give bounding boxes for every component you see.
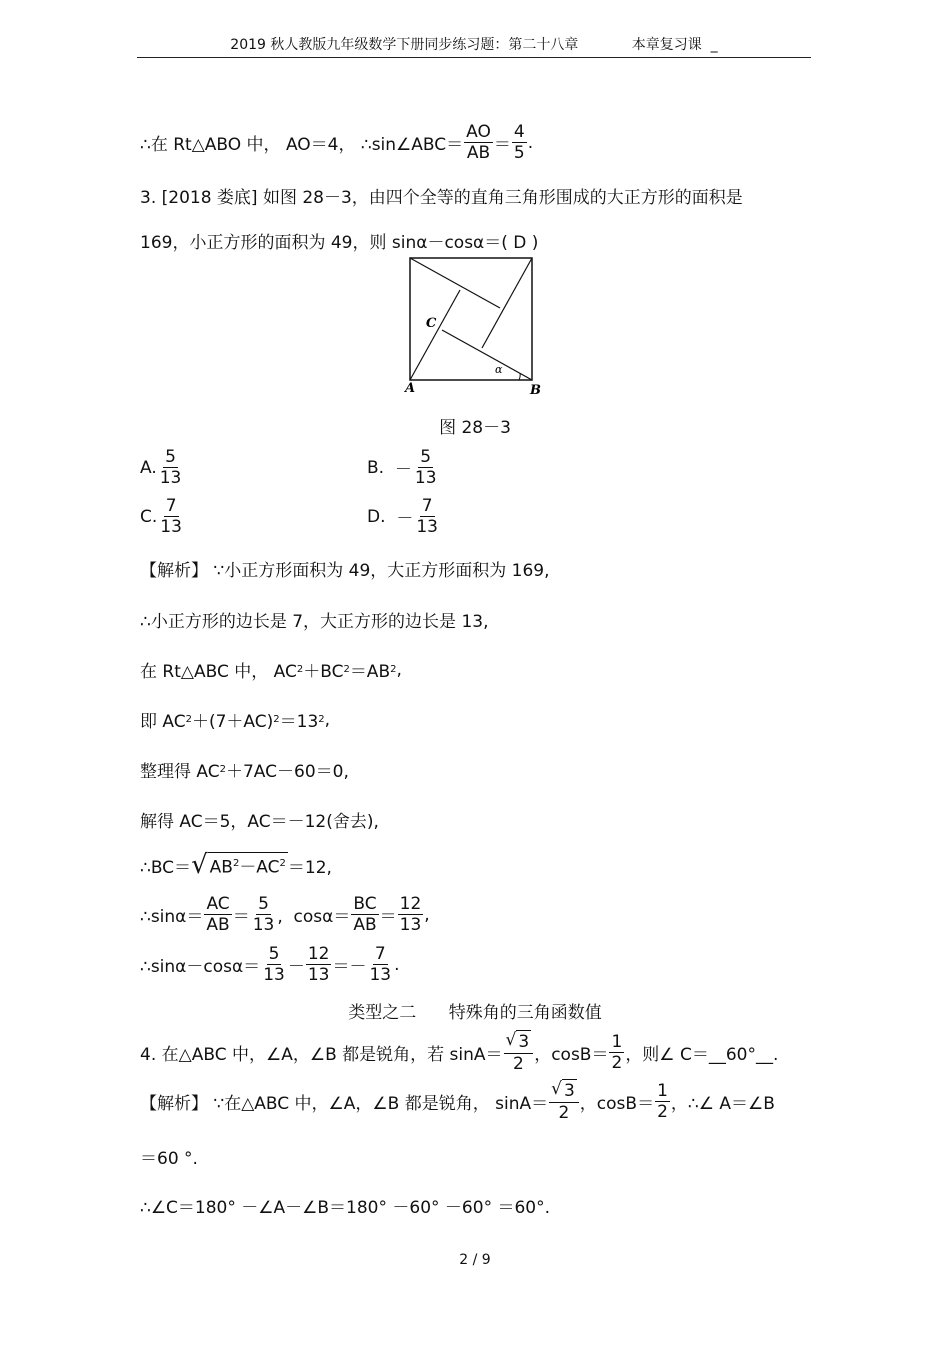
solution-3-line-1: 【解析】 ∵小正方形面积为 49，大正方形面积为 169, <box>140 561 550 581</box>
label-b: B <box>530 383 541 395</box>
solution-3-line-2: ∴小正方形的边长是 7，大正方形的边长是 13, <box>140 612 489 632</box>
solution-3-line-9: ∴sinα－cosα＝ $\frac{5}{13}$ － $\frac{12}{13}$ ＝－ $\frac{7}{13}$ . <box>140 944 400 985</box>
question-3-line-1: 3. [2018 娄底] 如图 28－3，由四个全等的直角三角形围成的大正方形的面积是 <box>140 188 743 208</box>
section-heading: 类型之二 特殊角的三角函数值 <box>348 1003 602 1023</box>
option-d: D. － $\frac{7}{13}$ <box>367 496 438 537</box>
label-c: C <box>426 316 437 331</box>
label-a: A <box>405 381 416 395</box>
solution-3-line-7: ∴BC＝ √ $AB^2-AC^2$ ＝12, <box>140 850 332 880</box>
square-root: √ $AB^2-AC^2$ <box>191 850 286 880</box>
solution-3-line-8: ∴sinα＝ $\frac{AC}{AB}$ ＝ $\frac{5}{13}$ , cosα＝ $\frac{BC}{AB}$ ＝ $\frac{12}{13}$ , <box>140 894 430 935</box>
figure-caption: 图 28－3 <box>439 418 511 438</box>
fraction: $\frac{AO}{AB}$ <box>466 122 491 163</box>
solution-3-line-6: 解得 AC＝5，AC＝－12(舍去), <box>140 812 379 832</box>
page-number: 2 / 9 <box>459 1252 491 1268</box>
solution-3-line-3: 在 Rt△ABC 中， AC 2 ＋BC 2 ＝AB 2 , <box>140 659 402 682</box>
solution-4-line-3: ∴∠C＝180° －∠A－∠B＝180° －60° －60° ＝60°. <box>140 1198 551 1218</box>
fraction: $\frac{4}{5}$ <box>513 122 525 163</box>
figure-28-3 <box>403 255 543 395</box>
solution-3-line-4: 即 AC 2 ＋(7＋AC) 2 ＝13 2 , <box>140 709 331 732</box>
text: ∴在 Rt△ABO 中， AO＝4， ∴sin∠ABC＝ <box>140 135 464 155</box>
question-4: 4. 在△ABC 中，∠A，∠B 都是锐角，若 sinA＝ √ 3 2 ，cosB＝ $\frac{1}{2}$ ，则∠ C＝__60°__. <box>140 1030 779 1074</box>
page-header: 2019 秋人教版九年级数学下册同步练习题：第二十八章 本章复习课 _ <box>137 34 811 58</box>
solution-line-1: ∴在 Rt△ABO 中， AO＝4， ∴sin∠ABC＝ $\frac{AO}{AB}$ ＝ $\frac{4}{5}$ . <box>140 122 534 163</box>
solution-4-line-1: 【解析】 ∵在△ABC 中，∠A，∠B 都是锐角， sinA＝ √ 3 2 ，cosB＝ $\frac{1}{2}$ ，∴∠ A＝∠B <box>140 1079 775 1123</box>
solution-4-line-2: ＝60 °. <box>140 1149 198 1169</box>
question-3-line-2: 169，小正方形的面积为 49，则 sinα－cosα＝( D ) <box>140 233 539 253</box>
solution-3-line-5: 整理得 AC 2 ＋7AC－60＝0, <box>140 762 349 782</box>
label-alpha: α <box>495 363 503 376</box>
option-c: C. $\frac{7}{13}$ <box>140 496 182 537</box>
option-a: A. $\frac{5}{13}$ <box>140 447 182 488</box>
option-b: B. － $\frac{5}{13}$ <box>367 447 437 488</box>
